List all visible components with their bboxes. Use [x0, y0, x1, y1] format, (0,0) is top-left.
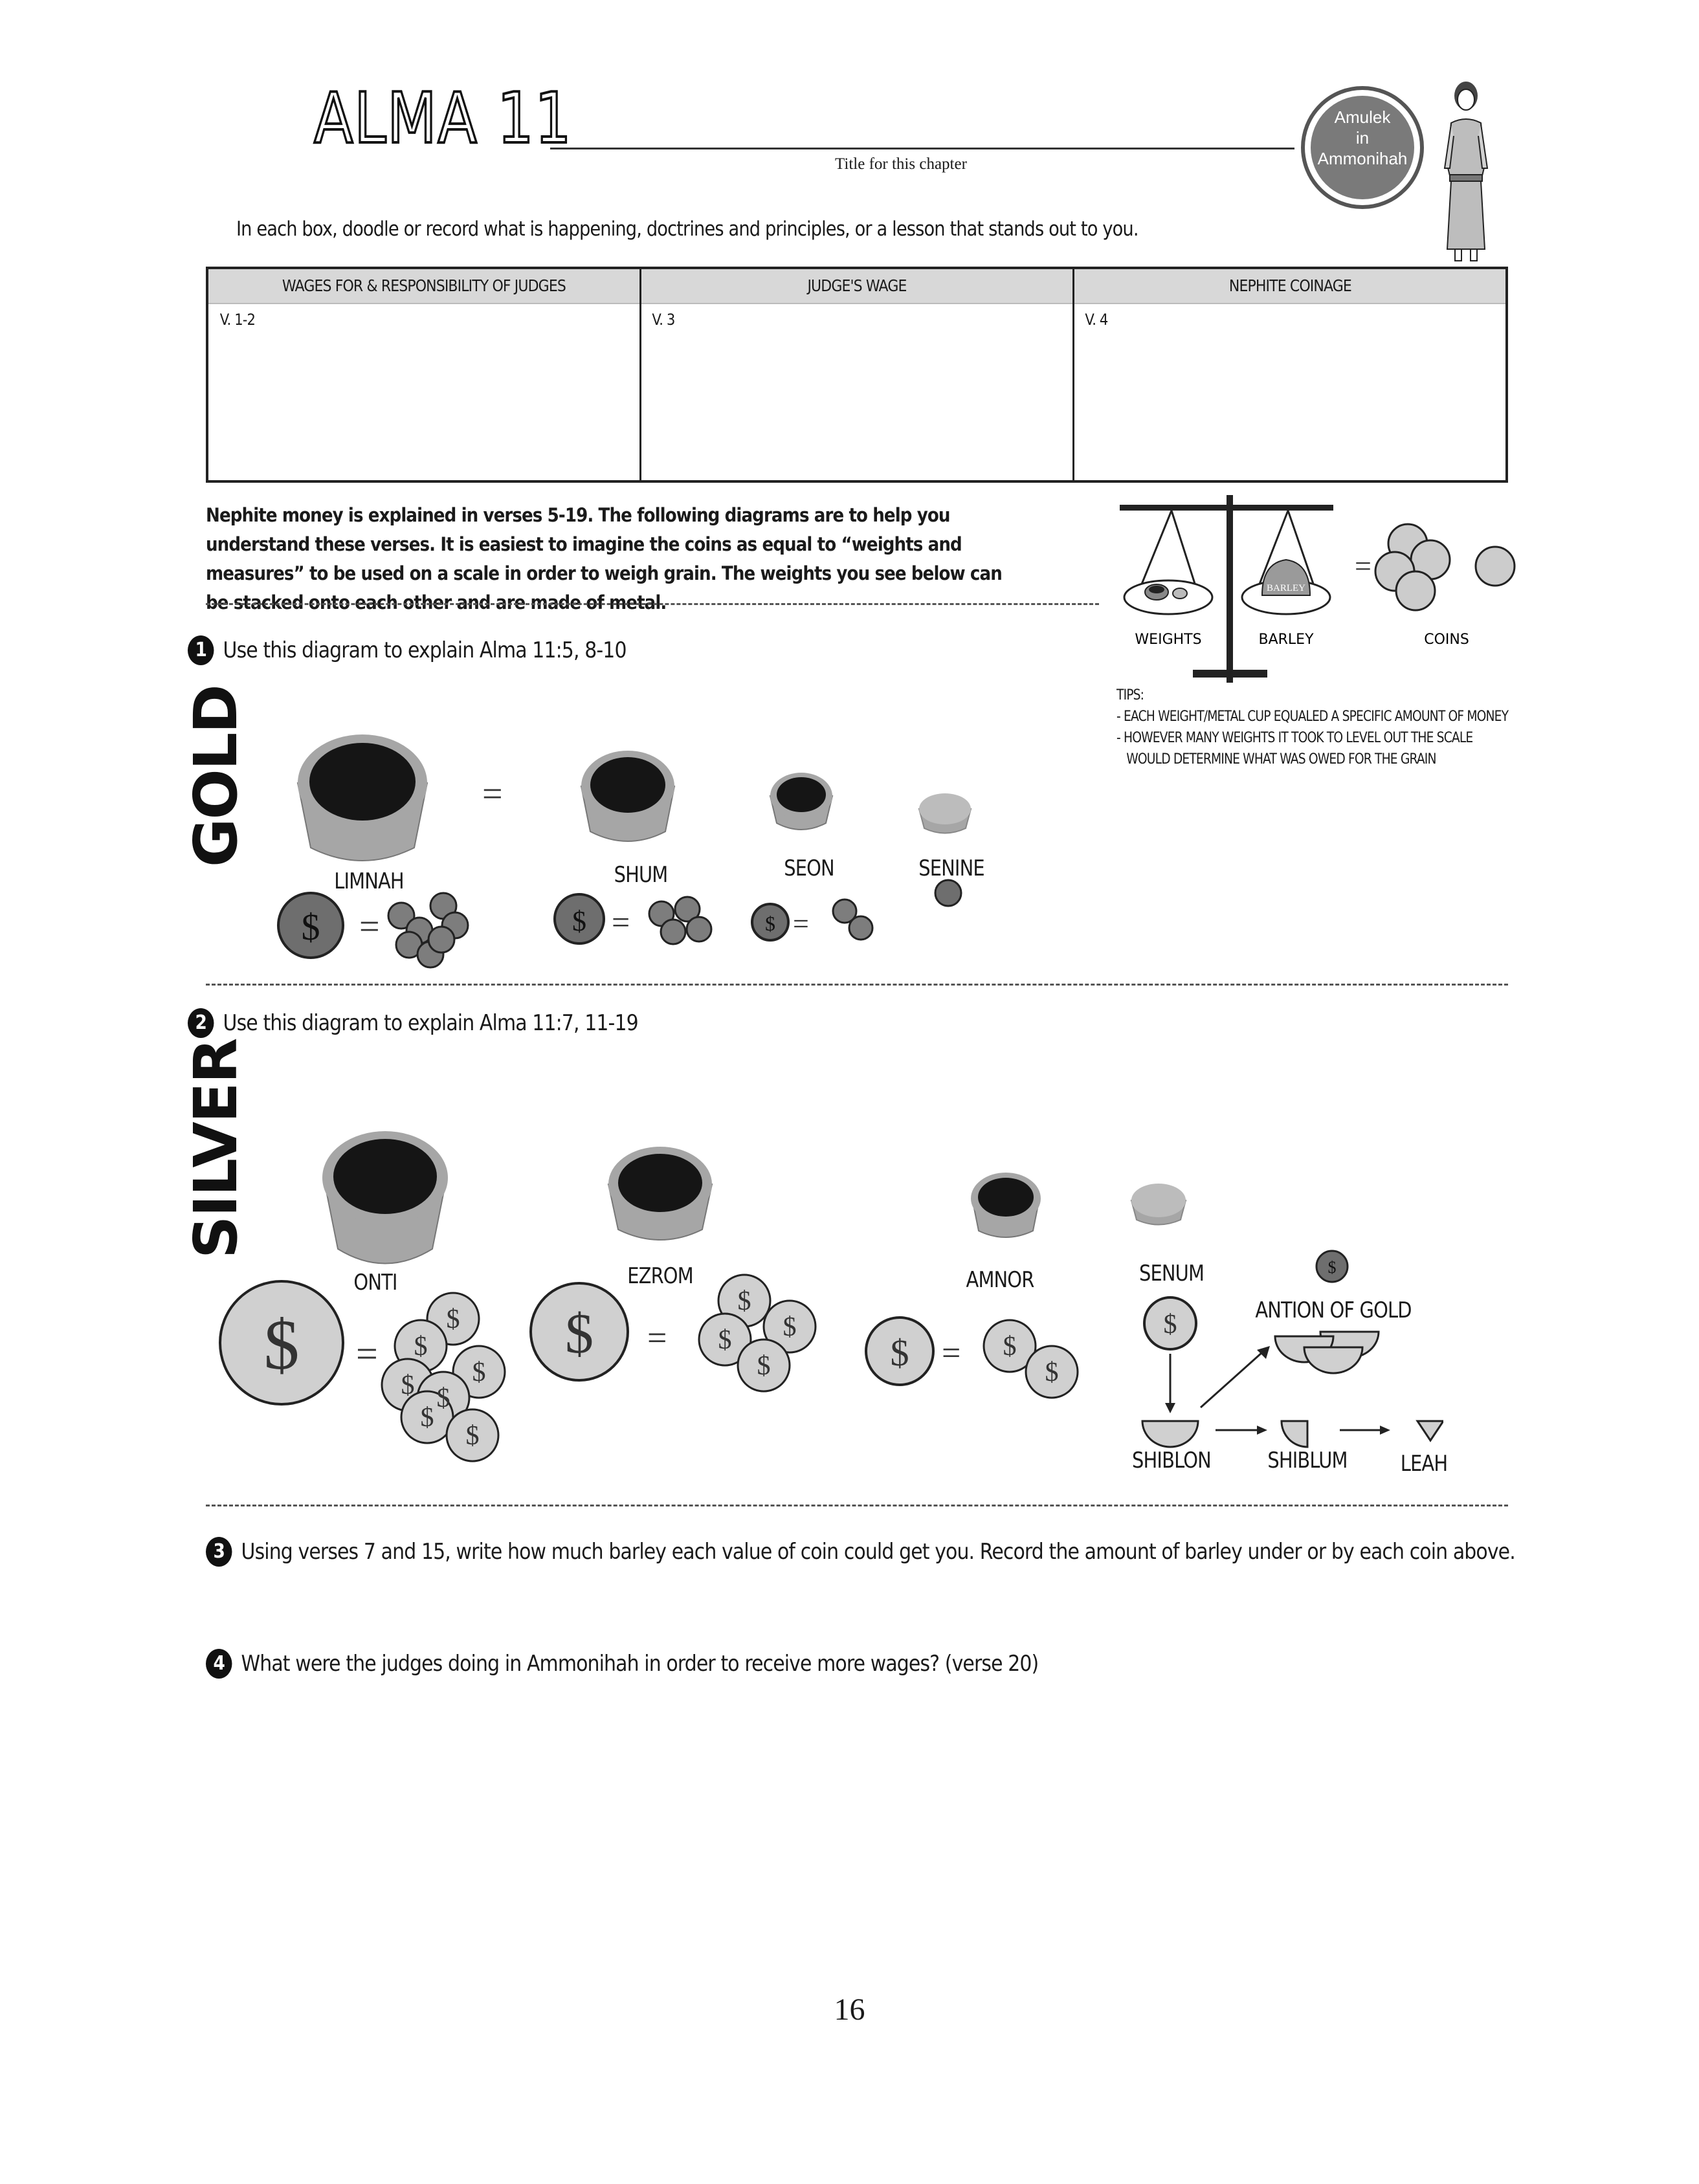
- box-verse: V. 3: [652, 311, 675, 329]
- coin-label-amnor: AMNOR: [966, 1267, 1034, 1293]
- question-2: [188, 1008, 638, 1038]
- seon-small-coins: [833, 899, 872, 940]
- coins-label: COINS: [1424, 632, 1469, 648]
- leah-shape: [1417, 1421, 1443, 1440]
- question-number: 1: [188, 635, 214, 665]
- coin-symbol: $: [718, 1325, 732, 1355]
- weights-label: WEIGHTS: [1135, 632, 1202, 648]
- coin-label-shum: SHUM: [614, 862, 668, 888]
- coin-symbol: $: [446, 1305, 460, 1334]
- scale-equals: =: [1355, 549, 1371, 582]
- coin-symbol: $: [401, 1371, 415, 1400]
- box-verse: V. 4: [1085, 311, 1108, 329]
- coin-symbol: $: [565, 1303, 594, 1365]
- page-number: 16: [834, 1992, 865, 2027]
- page-title: ALMA 11: [314, 78, 573, 159]
- shum-cup: [581, 751, 674, 841]
- title-caption: Title for this chapter: [835, 155, 967, 173]
- shiblon-shape: [1142, 1421, 1198, 1447]
- question-text: What were the judges doing in Ammonihah in order to receive more wages? (verse 20): [241, 1651, 1039, 1677]
- box-judges-wage[interactable]: [641, 269, 1074, 480]
- box-header: WAGES FOR & RESPONSIBILITY OF JUDGES: [208, 269, 639, 304]
- coin-symbol: $: [465, 1421, 480, 1451]
- question-text: Using verses 7 and 15, write how much barley each value of coin could get you. Record the amount of barley under or by each coin above.: [241, 1539, 1515, 1565]
- tip-item: - EACH WEIGHT/METAL CUP EQUALED A SPECIFIC AMOUNT OF MONEY: [1116, 709, 1509, 725]
- divider: [206, 1505, 1508, 1506]
- coin-label-shiblum: SHIBLUM: [1267, 1448, 1348, 1473]
- question-4: [206, 1649, 1038, 1679]
- coin-symbol: $: [1045, 1358, 1059, 1387]
- coin-symbol: $: [301, 906, 320, 948]
- question-number: 4: [206, 1649, 232, 1679]
- silver-equals: =: [647, 1318, 667, 1357]
- box-header: NEPHITE COINAGE: [1074, 269, 1505, 304]
- antion-bowls: [1275, 1332, 1379, 1373]
- box-verse: V. 1-2: [219, 311, 256, 329]
- gold-equals: =: [612, 904, 630, 940]
- shiblum-shape: [1282, 1421, 1307, 1447]
- coin-symbol: $: [1003, 1332, 1017, 1362]
- gold-equals: =: [482, 774, 503, 814]
- coin-symbol: $: [1163, 1310, 1177, 1340]
- question-text: Use this diagram to explain Alma 11:7, 11-19: [223, 1010, 638, 1036]
- gold-label: GOLD: [181, 685, 250, 867]
- onti-small-coins: [382, 1293, 505, 1461]
- coin-symbol: $: [472, 1358, 486, 1387]
- coin-label-senum: SENUM: [1138, 1261, 1205, 1286]
- doodle-boxes: [206, 267, 1508, 483]
- coin-label-antion: ANTION OF GOLD: [1255, 1297, 1412, 1323]
- question-1: [188, 635, 627, 665]
- question-number: 2: [188, 1008, 214, 1038]
- coin-label-limnah: LIMNAH: [334, 868, 404, 894]
- scale-diagram: [1116, 489, 1531, 683]
- coin-symbol: $: [263, 1305, 300, 1384]
- coin-symbol: $: [414, 1332, 428, 1362]
- coin-symbol: $: [420, 1403, 434, 1433]
- coin-symbol: $: [572, 905, 586, 937]
- intro-paragraph: Nephite money is explained in verses 5-19. The following diagrams are to help you understand these verses. It is easiest to imagine the coins as equal to “weights and measures” to be used on a scale in order to weigh grain. The weights you see below can be stacked onto each other and are made of metal.: [206, 504, 1002, 613]
- senum-cup: [1131, 1184, 1186, 1225]
- silver-equals: =: [942, 1335, 961, 1372]
- coin-label-ezrom: EZROM: [627, 1263, 693, 1289]
- box-nephite-coinage[interactable]: [1074, 269, 1505, 480]
- amnor-small-coins: [984, 1320, 1078, 1398]
- tip-item: WOULD DETERMINE WHAT WAS OWED FOR THE GRAIN: [1116, 751, 1436, 767]
- coin-symbol: $: [757, 1351, 771, 1381]
- coin-symbol: $: [890, 1332, 909, 1374]
- tips-heading: TIPS:: [1116, 687, 1144, 703]
- bag-label: BARLEY: [1267, 583, 1305, 593]
- amulek-badge-figure: [1301, 78, 1508, 272]
- coin-label-seon: SEON: [784, 855, 834, 881]
- box-header: JUDGE'S WAGE: [641, 269, 1072, 304]
- coin-label-shiblon: SHIBLON: [1132, 1448, 1211, 1473]
- instruction-text: In each box, doodle or record what is happening, doctrines and principles, or a lesson that stands out to you.: [236, 217, 1138, 241]
- badge-line-1: Amulek: [1334, 107, 1391, 127]
- amnor-cup: [971, 1173, 1041, 1237]
- gold-equals: =: [793, 908, 809, 940]
- question-number: 3: [206, 1537, 232, 1567]
- title-write-line[interactable]: [550, 148, 1294, 149]
- badge-line-3: Ammonihah: [1317, 149, 1408, 168]
- person-figure-icon: [1445, 82, 1487, 261]
- silver-label: SILVER: [181, 1039, 250, 1259]
- badge-line-2: in: [1355, 128, 1370, 148]
- box-wages-responsibility[interactable]: [208, 269, 641, 480]
- divider: [206, 984, 1508, 986]
- question-3: [206, 1537, 1515, 1567]
- gold-equals: =: [359, 907, 380, 947]
- coin-symbol: $: [765, 912, 775, 935]
- coin-label-onti: ONTI: [353, 1270, 397, 1296]
- onti-cup: [322, 1131, 448, 1264]
- senine-coin: [935, 880, 961, 906]
- coin-label-senine: SENINE: [918, 855, 984, 881]
- shum-small-coins: [649, 897, 711, 944]
- divider: [206, 603, 1099, 605]
- tip-item: - HOWEVER MANY WEIGHTS IT TOOK TO LEVEL OUT THE SCALE: [1116, 730, 1473, 746]
- coin-symbol: $: [737, 1286, 751, 1316]
- coin-symbol: $: [436, 1384, 450, 1413]
- ezrom-cup: [608, 1147, 712, 1240]
- gold-diagram: [259, 725, 1003, 977]
- silver-equals: =: [356, 1332, 378, 1375]
- coin-symbol: $: [1327, 1258, 1337, 1277]
- tips-list: [1116, 685, 1508, 770]
- limnah-cup: [298, 734, 427, 861]
- coin-label-leah: LEAH: [1400, 1451, 1448, 1477]
- senine-cup: [919, 793, 971, 833]
- seon-cup: [770, 773, 832, 830]
- coin-symbol: $: [783, 1312, 797, 1342]
- barley-label: BARLEY: [1258, 632, 1314, 648]
- question-text: Use this diagram to explain Alma 11:5, 8-10: [223, 637, 627, 663]
- limnah-small-coins: [388, 893, 468, 967]
